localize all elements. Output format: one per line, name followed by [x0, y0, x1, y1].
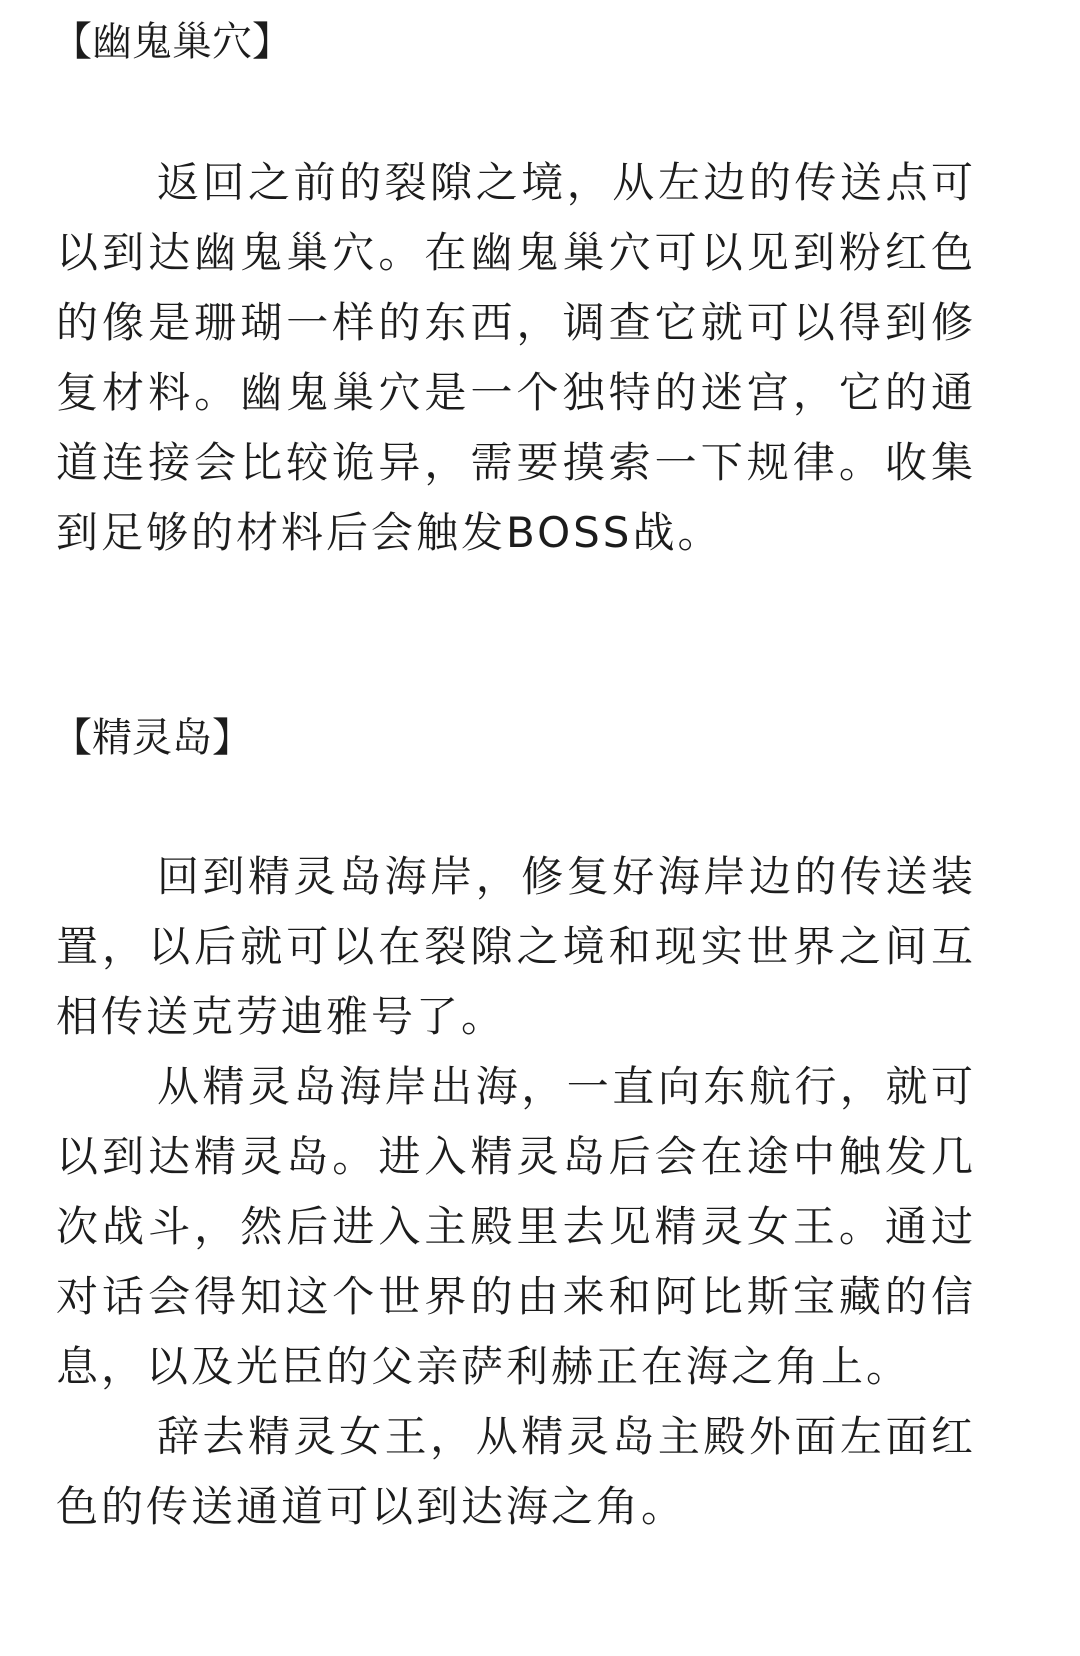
section-heading-youguichaoxue: 【幽鬼巢穴】: [52, 19, 292, 65]
paragraph-jinglingdao-1: 回到精灵岛海岸，修复好海岸边的传送装置，以后就可以在裂隙之境和现实世界之间互相传送克劳迪雅号了。: [56, 852, 976, 1041]
paragraph-jinglingdao-3: 辞去精灵女王，从精灵岛主殿外面左面红色的传送通道可以到达海之角。: [56, 1412, 976, 1531]
paragraph-jinglingdao-2: 从精灵岛海岸出海，一直向东航行，就可以到达精灵岛。进入精灵岛后会在途中触发几次战斗，然后进入主殿里去见精灵女王。通过对话会得知这个世界的由来和阿比斯宝藏的信息，以及光臣的父亲萨利赫正在海之角上。: [56, 1062, 976, 1391]
paragraph-youguichaoxue: 返回之前的裂隙之境，从左边的传送点可以到达幽鬼巢穴。在幽鬼巢穴可以见到粉红色的像是珊瑚一样的东西，调查它就可以得到修复材料。幽鬼巢穴是一个独特的迷宫，它的通道连接会比较诡异，需要摸索一下规律。收集到足够的材料后会触发BOSS战。: [56, 158, 976, 557]
section-heading-jinglingdao: 【精灵岛】: [52, 715, 252, 761]
